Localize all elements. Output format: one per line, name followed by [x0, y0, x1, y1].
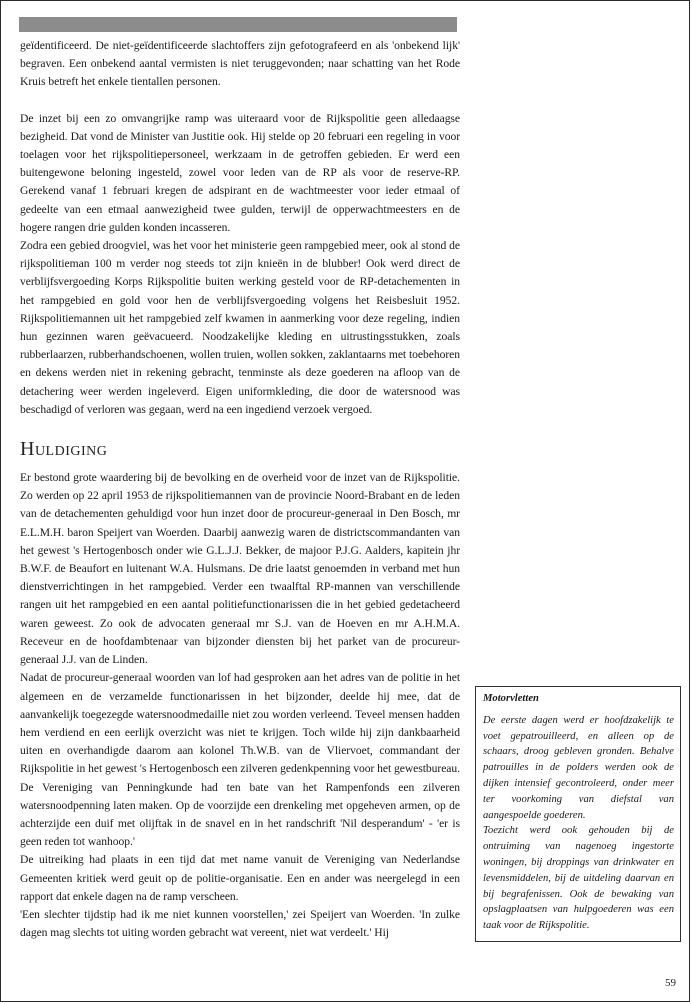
sidebar-paragraph-2: Toezicht werd ook gehouden bij de ontruiming van nagenoeg ingestorte woningen, bij droppings van drinkwater en levensmiddelen, bij de uitdeling daarvan en bij begrafenissen. Ook de bewaking van opslagplaatsen van hulpgoederen was een taak voor de Rijkspolitie. [483, 825, 674, 932]
paragraph-4: Er bestond grote waardering bij de bevolking en de overheid voor de inzet van de Rijkspolitie. Zo werden op 22 april 1953 de rijkspolitiemannen van de provincie Noord-Brabant en de leden van de detachementen gehuldigd voor hun inzet door de procureur-generaal in Den Bosch, mr E.L.M.H. baron Speijert van Woerden. Daarbij aanwezig waren de districtscommandanten van het gewest 's Hertogenbosch onder wie G.L.J.J. Bekker, de majoor P.J.G. Aalders, kapitein jhr B.W.F. de Beaufort en luitenant W.A. Hulsmans. De drie laatst genoemden in verband met hun dienstverrichtingen in het rampgebied. Verder een twaalftal RP-mannen van verschillende rangen uit het rampgebied en een aantal politiefunctionarissen die in het gebied gedetacheerd waren geweest. Zo ook de advocaten generaal mr S.J. van de Hoeven en mr A.H.M.A. Receveur en de hoofdambtenaar van bijzonder diensten bij het parket van de procureur-generaal J.J. van de Linden. [20, 471, 460, 667]
page-number: 59 [665, 977, 676, 989]
main-text-column [20, 37, 460, 942]
paragraph-1: geïdentificeerd. De niet-geïdentificeerde slachtoffers zijn gefotografeerd en als 'onbekend lijk' begraven. Een onbekend aantal vermisten is niet teruggevonden; naar schatting van het Rode Kruis betreft het enkele tientallen personen. [20, 39, 460, 89]
section-heading: Huldiging [20, 438, 108, 461]
paragraph-2: De inzet bij een zo omvangrijke ramp was uiteraard voor de Rijkspolitie geen alledaagse bezigheid. Dat vond de Minister van Justitie ook. Hij stelde op 20 februari een regeling in voor toelagen voor het rijkspolitiepersoneel, werkzaam in de getroffen gebieden. Er werd een buitengewone beloning ingesteld, zowel voor leden van de RP als voor de reserve-RP. Gerekend vanaf 1 februari kregen de adspirant en de wachtmeester voor ieder etmaal of gedeelte van een etmaal aanwezigheid twee gulden, terwijl de opperwachtmeesters en de hogere rangen drie gulden konden incasseren. [20, 111, 460, 234]
paragraph-7: 'Een slechter tijdstip had ik me niet kunnen voorstellen,' zei Speijert van Woerden. 'In zulke dagen mag slechts tot uiting worden gebracht wat vereent, niet wat verdeelt.' Hij [20, 907, 460, 940]
paragraph-6: De uitreiking had plaats in een tijd dat met name vanuit de Vereniging van Nederlandse Gemeenten kritiek werd geuit op de politie-organisatie. Een en ander was neergelegd in een rapport dat enkele dagen na de ramp verscheen. [20, 853, 460, 903]
sidebar-paragraph-1: De eerste dagen werd er hoofdzakelijk te voet gepatrouilleerd, en alleen op de schaars, droog gebleven gronden. Behalve patrouilles in de polders werden ook de dijken intensief gecontroleerd, onder meer ter voorkoming van diefstal van aangespoelde goederen. [483, 714, 674, 821]
header-bar [19, 17, 457, 32]
paragraph-3: Zodra een gebied droogviel, was het voor het ministerie geen rampgebied meer, ook al stond de rijkspolitieman 100 m verder nog steeds tot zijn knieën in de blubber! Ook werd direct de verblijfsvergoeding Korps Rijkspolitie buiten werking gesteld voor de RP-detachementen in het rampgebied en gold voor hen de verblijfsvergoeding volgens het Reisbesluit 1952. Rijkspolitiemannen uit het rampgebied zelf kwamen in aanmerking voor deze regeling, indien hun gezinnen waren geëvacueerd. Noodzakelijke kleding en uitrustingsstukken, zoals rubberlaarzen, rubberhandschoenen, wollen truien, wollen sokken, zaklantaarns met toebehoren en dekens werden niet in rekening gebracht, tenminste als deze goederen na afloop van de detachering weer werden ingeleverd. Eigen uniformkleding, die door de watersnood was beschadigd of verloren was gegaan, werd na een ingediend verzoek vergoed. [20, 239, 460, 416]
sidebar-box-title: Motorvletten [483, 693, 539, 704]
paragraph-5: Nadat de procureur-generaal woorden van lof had gesproken aan het adres van de politie in het algemeen en de verzamelde functionarissen in het bijzonder, deelde hij mee, dat de aanvankelijk toegezegde watersnoodmedaille niet zou worden verleend. Teveel mensen hadden hem verdiend en een eerlijk overzicht was niet te krijgen. Toch wilde hij zijn dankbaarheid uiten en overhandigde daarom aan kolonel Th.W.B. van de Vliervoet, commandant der Rijkspolitie in het gewest 's Hertogenbosch een zilveren gedenkpenning voor het gewestbureau. De Vereniging van Penningkunde had ten bate van het Rampenfonds een zilveren watersnoodpenning laten maken. Op de voorzijde een drenkeling met opgeheven armen, op de achterzijde een duif met olijftak in de snavel en in het randschrift 'Nil desperandum' - 'er is geen reden tot wanhoop.' [20, 671, 460, 849]
sidebar-box [475, 686, 681, 942]
